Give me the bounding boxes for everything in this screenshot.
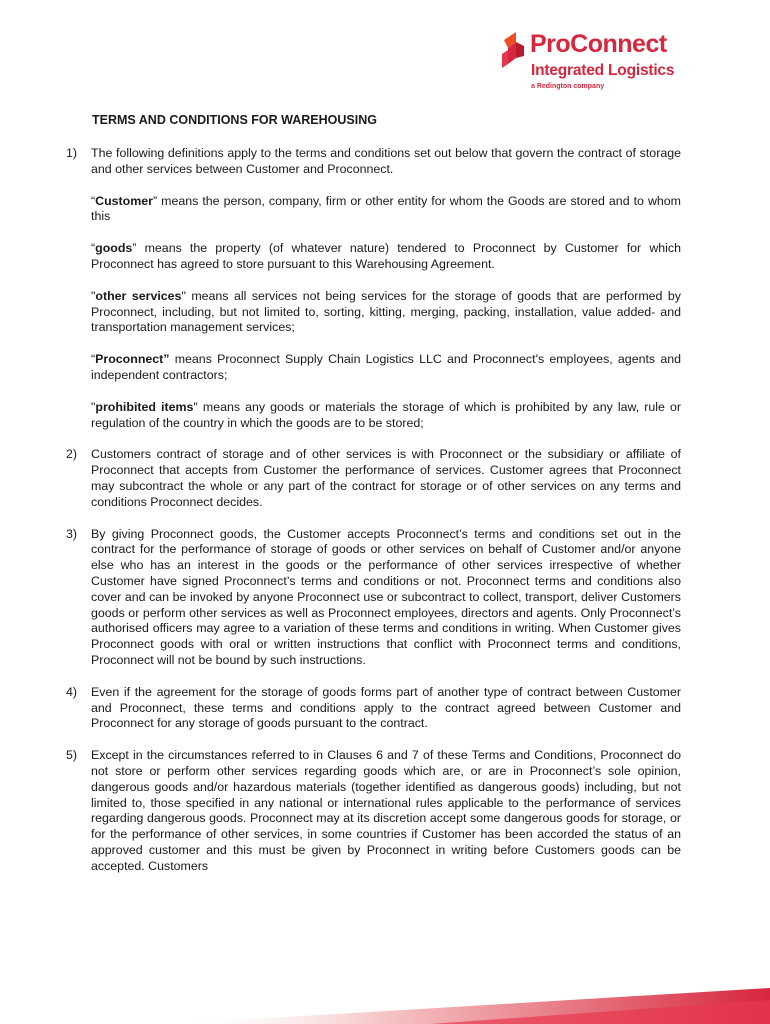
definition-term: Proconnect”: [95, 352, 170, 367]
quote-close: ”: [152, 193, 158, 208]
clause-number: 4): [66, 684, 78, 699]
clause-5: [66, 748, 681, 874]
brand-subtitle: Integrated Logistics: [531, 62, 675, 79]
quote-open: ": [91, 399, 96, 414]
proconnect-logo: [500, 30, 680, 98]
clause-number: 1): [66, 146, 78, 160]
quote-close: ”: [132, 241, 137, 256]
definition-text: means all services not being services for the storage of goods that are performed by Proconnect, including, but not limited to, sorting, kitting, merging, packing, installation, value added- and transportation management services;: [91, 288, 681, 335]
clause-4: [66, 685, 681, 732]
proconnect-logo-mark-icon: [500, 32, 526, 72]
clause-text: Except in the circumstances referred to in Clauses 6 and 7 of these Terms and Conditions, Proconnect do not store or perform other services regarding goods which are, or are in Proconnect’s sole opinion, dangerous goods and/or hazardous materials (together identified as dangerous goods) including, but not limited to, those specified in any national or international rules applicable to the performance of services regarding dangerous goods. Proconnect may at its discretion accept some dangerous goods for storage, or for the performance of other services, in some countries if Customer has been accorded the status of an approved customer and this must be given by Proconnect in writing before Customers goods can be accepted. Customers: [91, 748, 681, 873]
clause-3: [66, 527, 681, 669]
definition-text: means the property (of whatever nature) tendered to Proconnect by Customer for which Proconnect has agreed to store pursuant to this Warehousing Agreement.: [91, 241, 681, 271]
definition-customer: [66, 194, 681, 226]
quote-open: “: [91, 241, 96, 256]
clause-text: By giving Proconnect goods, the Customer accepts Proconnect’s terms and conditions set out in the contract for the performance of storage of goods or other services on behalf of Customer and/or anyone else who has an interest in the goods or the performance of other services irrespective of whether Customer have signed Proconnect’s terms and conditions or not. Proconnect terms and conditions also cover and can be invoked by anyone Proconnect use or subcontract to collect, transport, deliver Customers goods or perform other services as well as Proconnect employees, directors and agents. Only Proconnect’s authorised officers may agree to a variation of these terms and conditions in writing. When Customer gives Proconnect goods with oral or written instructions that conflict with Proconnect terms and conditions, Proconnect will not be bound by such instructions.: [91, 526, 681, 667]
document-title: TERMS AND CONDITIONS FOR WAREHOUSING: [92, 113, 377, 127]
definition-term: other services: [95, 288, 182, 303]
clause-number: 5): [66, 748, 78, 763]
clause-text: Customers contract of storage and of other services is with Proconnect or the subsidiary or affiliate of Proconnect that accepts from Customer the performance of services. Customer agrees that Proconnect may subcontract the whole or any part of the contract for storage or of other services on any terms and conditions Proconnect decides.: [91, 447, 681, 509]
clause-1: [66, 146, 681, 178]
clause-text: Even if the agreement for the storage of goods forms part of another type of contract between Customer and Proconnect, these terms and conditions apply to the contract agreed between Customer and Proconnect for any storage of goods pursuant to the contract.: [91, 684, 681, 731]
definition-term: Customer: [95, 193, 153, 208]
quote-close: ": [193, 399, 198, 414]
definition-text: means any goods or materials the storage of which is prohibited by any law, rule or regulation of the country in which the goods are to be stored;: [91, 399, 681, 430]
quote-open: “: [91, 193, 96, 208]
quote-open: “: [91, 352, 96, 367]
definition-text: means the person, company, firm or other entity for whom the Goods are stored and to whom this: [91, 193, 681, 224]
definition-text: means Proconnect Supply Chain Logistics LLC and Proconnect's employees, agents and independent contractors;: [91, 352, 681, 382]
quote-close: ": [181, 288, 186, 303]
document-body: [66, 146, 681, 890]
definition-prohibited-items: [66, 400, 681, 432]
footer-decorative-band: [0, 984, 770, 1024]
definition-term: prohibited items: [95, 399, 194, 414]
quote-open: ": [91, 288, 96, 303]
clause-number: 2): [66, 447, 78, 462]
definition-term: goods: [95, 241, 133, 256]
definition-other-services: [66, 289, 681, 336]
definition-goods: [66, 241, 681, 273]
brand-name: ProConnect: [530, 30, 667, 58]
brand-tagline: a Redington company: [531, 83, 605, 90]
definition-proconnect: [66, 352, 681, 384]
clause-2: [66, 447, 681, 510]
clause-text: The following definitions apply to the terms and conditions set out below that govern the contract of storage and other services between Customer and Proconnect.: [91, 146, 681, 176]
clause-number: 3): [66, 526, 78, 541]
